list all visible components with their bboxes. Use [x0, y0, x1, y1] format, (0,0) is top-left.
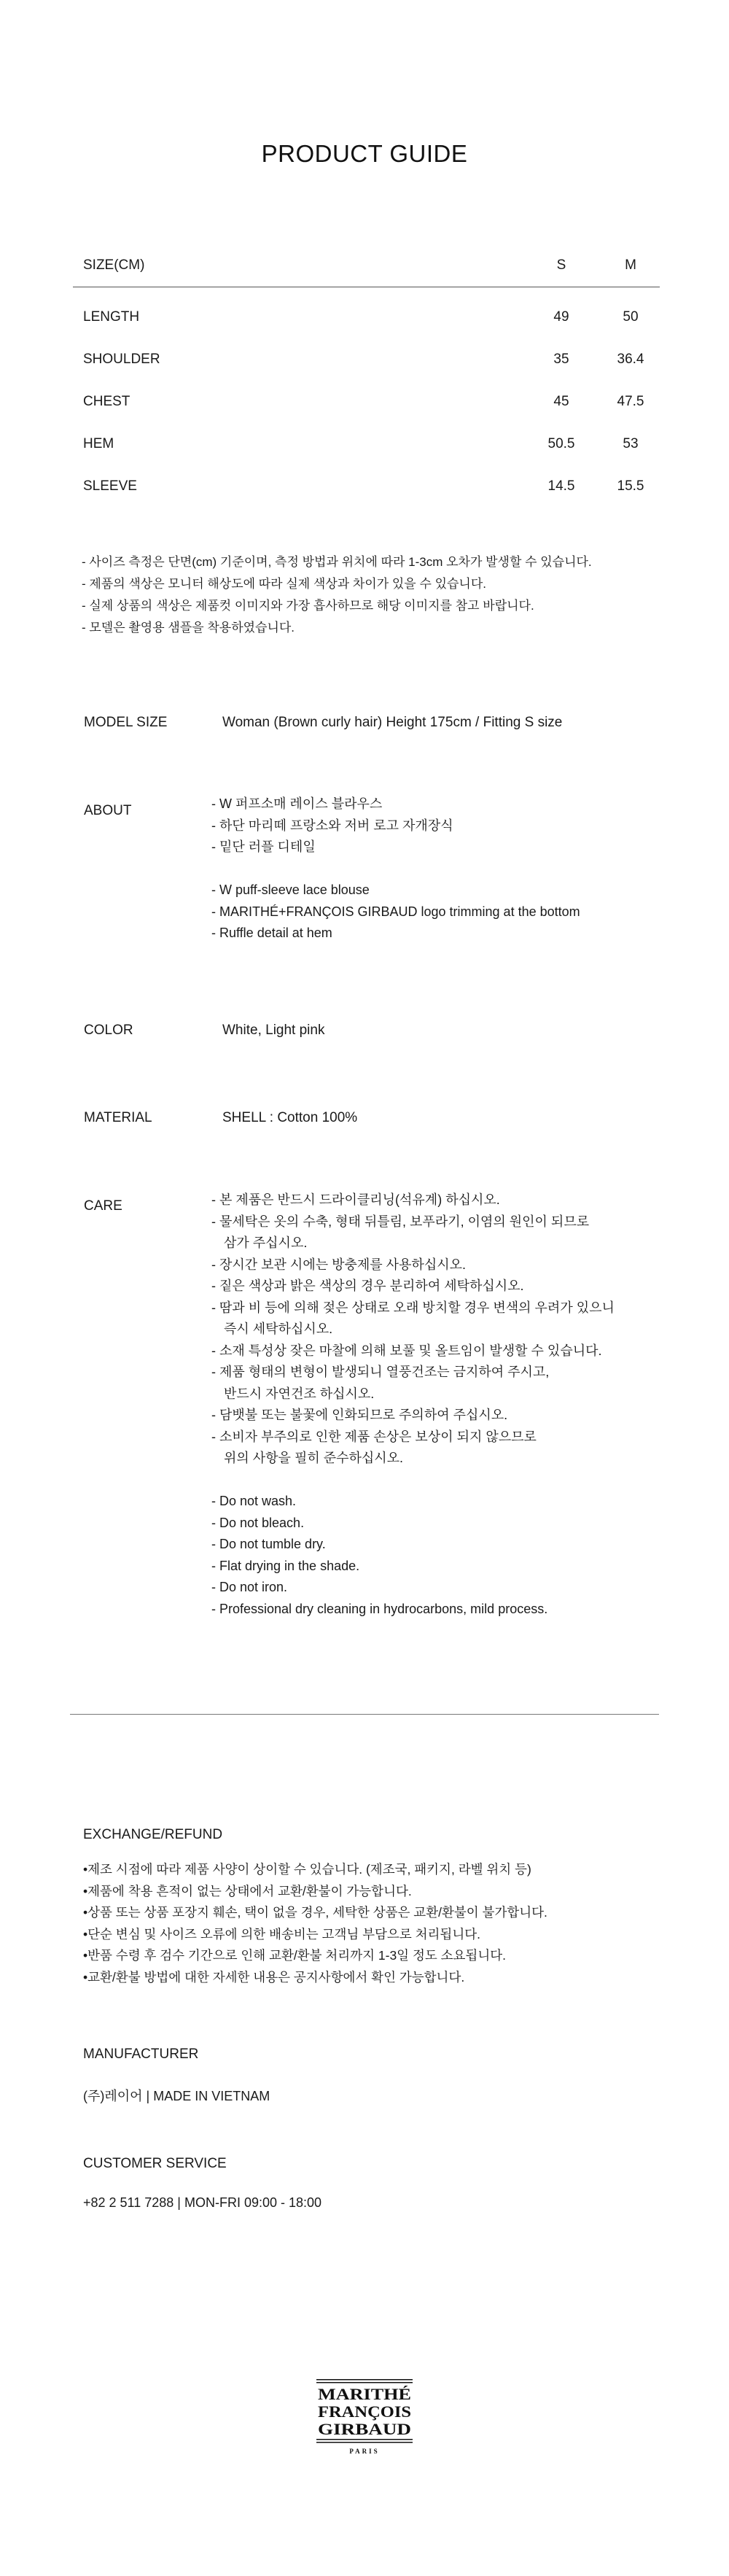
care-line: - Flat drying in the shade.	[211, 1558, 360, 1573]
customer-service-value: +82 2 511 7288 | MON-FRI 09:00 - 18:00	[83, 2195, 322, 2210]
size-header-label: SIZE(CM)	[83, 257, 145, 273]
model-size-label: MODEL SIZE	[84, 715, 168, 730]
logo-rule	[316, 2439, 413, 2440]
care-list	[211, 1190, 615, 1620]
care-line: - Do not tumble dry.	[211, 1537, 326, 1551]
row-value-s: 45	[553, 394, 569, 409]
size-header-s: S	[556, 257, 566, 273]
row-value-s: 49	[553, 309, 569, 325]
care-line: - Do not iron.	[211, 1580, 288, 1594]
material-value: SHELL : Cotton 100%	[222, 1110, 358, 1125]
table-row	[73, 302, 660, 344]
page-title: PRODUCT GUIDE	[261, 140, 468, 167]
size-table-body	[73, 302, 660, 513]
care-label: CARE	[84, 1198, 122, 1214]
section-divider	[70, 1714, 659, 1715]
note-line: - 모델은 촬영용 샘플을 착용하였습니다.	[82, 621, 295, 635]
table-row	[73, 344, 660, 387]
care-line: - 제품 형태의 변형이 발생되니 열풍건조는 금지하여 주시고,	[211, 1365, 550, 1379]
logo-rule	[316, 2442, 413, 2443]
exchange-list	[83, 1859, 547, 1988]
row-value-s: 14.5	[547, 478, 575, 494]
exchange-line: •제품에 착용 흔적이 없는 상태에서 교환/환불이 가능합니다.	[83, 1883, 412, 1898]
row-value-m: 15.5	[617, 478, 644, 494]
manufacturer-label: MANUFACTURER	[83, 2047, 199, 2062]
size-notes	[82, 551, 592, 639]
logo-line-3: GIRBAUD	[318, 2420, 411, 2438]
row-value-s: 50.5	[547, 436, 575, 451]
care-line: 위의 사항을 필히 준수하십시오.	[224, 1451, 404, 1465]
logo-rule	[316, 2379, 413, 2381]
row-label: SLEEVE	[83, 478, 137, 494]
row-value-m: 36.4	[617, 352, 644, 367]
row-value-m: 50	[623, 309, 639, 325]
exchange-line: •단순 변심 및 사이즈 오류에 의한 배송비는 고객님 부담으로 처리됩니다.	[83, 1926, 480, 1941]
color-label: COLOR	[84, 1023, 133, 1038]
table-row	[73, 387, 660, 429]
row-label: SHOULDER	[83, 352, 160, 367]
care-line: - 물세탁은 옷의 수축, 형태 뒤틀림, 보푸라기, 이염의 원인이 되므로	[211, 1214, 590, 1229]
care-line: - Do not wash.	[211, 1494, 297, 1508]
size-table-header	[73, 252, 660, 287]
row-value-m: 47.5	[617, 394, 644, 409]
exchange-line: •교환/환불 방법에 대한 자세한 내용은 공지사항에서 확인 가능합니다.	[83, 1969, 465, 1985]
care-line: - Professional dry cleaning in hydrocarbons, mild process.	[211, 1601, 548, 1616]
table-row	[73, 429, 660, 471]
care-line: - 본 제품은 반드시 드라이클리닝(석유계) 하십시오.	[211, 1192, 500, 1207]
row-value-s: 35	[553, 352, 569, 367]
exchange-line: •상품 또는 상품 포장지 훼손, 택이 없을 경우, 세탁한 상품은 교환/환불이 불가합니다.	[83, 1905, 547, 1920]
exchange-line: •제조 시점에 따라 제품 사양이 상이할 수 있습니다. (제조국, 패키지, 라벨 위치 등)	[83, 1862, 531, 1877]
row-value-m: 53	[623, 436, 639, 451]
manufacturer-value: (주)레이어 | MADE IN VIETNAM	[83, 2089, 270, 2103]
care-line: - 땀과 비 등에 의해 젖은 상태로 오래 방치할 경우 변색의 우려가 있으니	[211, 1300, 615, 1315]
spacer	[211, 1470, 615, 1491]
logo-sub: PARIS	[349, 2448, 380, 2455]
color-value: White, Light pink	[222, 1023, 325, 1038]
spacer	[211, 858, 580, 880]
care-line: 삼가 주십시오.	[224, 1235, 308, 1250]
exchange-label: EXCHANGE/REFUND	[83, 1827, 223, 1842]
care-line: 반드시 자연건조 하십시오.	[224, 1386, 375, 1401]
logo-line-2: FRANÇOIS	[318, 2402, 411, 2421]
row-label: LENGTH	[83, 309, 140, 325]
table-row	[73, 471, 660, 513]
note-line: - 사이즈 측정은 단면(cm) 기준이며, 측정 방법과 위치에 따라 1-3cm 오차가 발생할 수 있습니다.	[82, 555, 592, 569]
logo-line-1: MARITHÉ	[318, 2385, 411, 2403]
exchange-line: •반품 수령 후 검수 기간으로 인해 교환/환불 처리까지 1-3일 정도 소요됩니다.	[83, 1948, 507, 1963]
row-label: CHEST	[83, 394, 130, 409]
care-line: - 짙은 색상과 밝은 색상의 경우 분리하여 세탁하십시오.	[211, 1279, 524, 1293]
about-line: - 하단 마리떼 프랑소와 저버 로고 자개장식	[211, 818, 453, 833]
about-line: - Ruffle detail at hem	[211, 926, 332, 940]
about-line: - 밑단 러플 디테일	[211, 839, 316, 854]
care-line: - Do not bleach.	[211, 1515, 305, 1530]
about-line: - MARITHÉ+FRANÇOIS GIRBAUD logo trimming at the bottom	[211, 904, 580, 919]
care-line: - 소비자 부주의로 인한 제품 손상은 보상이 되지 않으므로	[211, 1429, 537, 1444]
model-size-value: Woman (Brown curly hair) Height 175cm / Fitting S size	[222, 715, 563, 730]
care-line: - 장시간 보관 시에는 방충제를 사용하십시오.	[211, 1257, 466, 1272]
about-label: ABOUT	[84, 803, 132, 818]
care-line: 즉시 세탁하십시오.	[224, 1322, 333, 1336]
about-list	[211, 794, 580, 944]
note-line: - 실제 상품의 색상은 제품컷 이미지와 가장 흡사하므로 해당 이미지를 참고 바랍니다.	[82, 599, 534, 613]
about-line: - W puff-sleeve lace blouse	[211, 882, 370, 897]
brand-logo	[313, 2378, 416, 2459]
care-line: - 소재 특성상 잦은 마찰에 의해 보풀 및 올트임이 발생할 수 있습니다.	[211, 1343, 602, 1358]
about-line: - W 퍼프소매 레이스 블라우스	[211, 796, 383, 811]
care-line: - 담뱃불 또는 불꽃에 인화되므로 주의하여 주십시오.	[211, 1408, 508, 1422]
size-header-m: M	[625, 257, 636, 273]
customer-service-label: CUSTOMER SERVICE	[83, 2156, 227, 2171]
row-label: HEM	[83, 436, 114, 451]
material-label: MATERIAL	[84, 1110, 152, 1125]
logo-rule	[316, 2382, 413, 2383]
size-table	[73, 252, 660, 513]
note-line: - 제품의 색상은 모니터 해상도에 따라 실제 색상과 차이가 있을 수 있습니다.	[82, 577, 486, 591]
